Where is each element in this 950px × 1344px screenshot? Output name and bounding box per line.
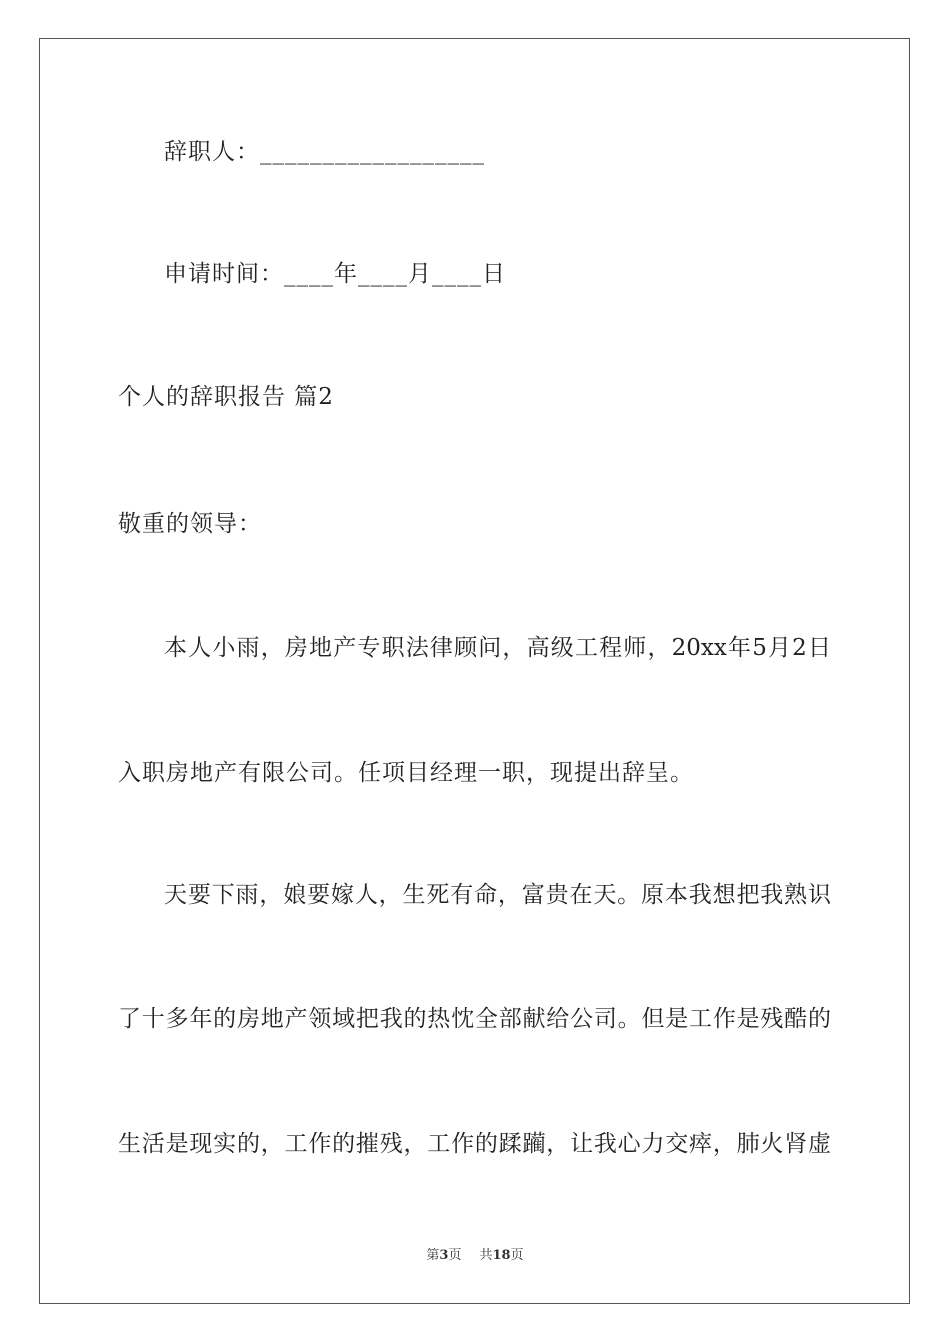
salutation: 敬重的领导： bbox=[118, 511, 262, 537]
body-line-3: 天要下雨，娘要嫁人，生死有命，富贵在天。原本我想把我熟识 bbox=[164, 882, 831, 908]
signature-line: 辞职人：__________________ bbox=[164, 139, 485, 165]
section-heading: 个人的辞职报告 篇2 bbox=[118, 384, 334, 410]
current-page-number: 3 bbox=[439, 1248, 449, 1263]
body-line-4: 了十多年的房地产领域把我的热忱全部献给公司。但是工作是残酷的 bbox=[118, 1006, 831, 1032]
page-frame bbox=[39, 38, 910, 1304]
total-prefix: 共 bbox=[479, 1248, 493, 1263]
body-line-2: 入职房地产有限公司。任项目经理一职，现提出辞呈。 bbox=[118, 760, 694, 786]
application-date-line: 申请时间：____年____月____日 bbox=[164, 261, 506, 287]
total-pages-number: 18 bbox=[492, 1248, 511, 1263]
body-line-5: 生活是现实的，工作的摧残，工作的蹂躏，让我心力交瘁，肺火肾虚 bbox=[118, 1131, 831, 1157]
page-suffix: 页 bbox=[448, 1248, 462, 1263]
page-prefix: 第 bbox=[426, 1248, 440, 1263]
body-line-1: 本人小雨，房地产专职法律顾问，高级工程师，20xx年5月2日 bbox=[164, 635, 831, 661]
page-footer bbox=[0, 1247, 950, 1265]
total-suffix: 页 bbox=[510, 1248, 524, 1263]
